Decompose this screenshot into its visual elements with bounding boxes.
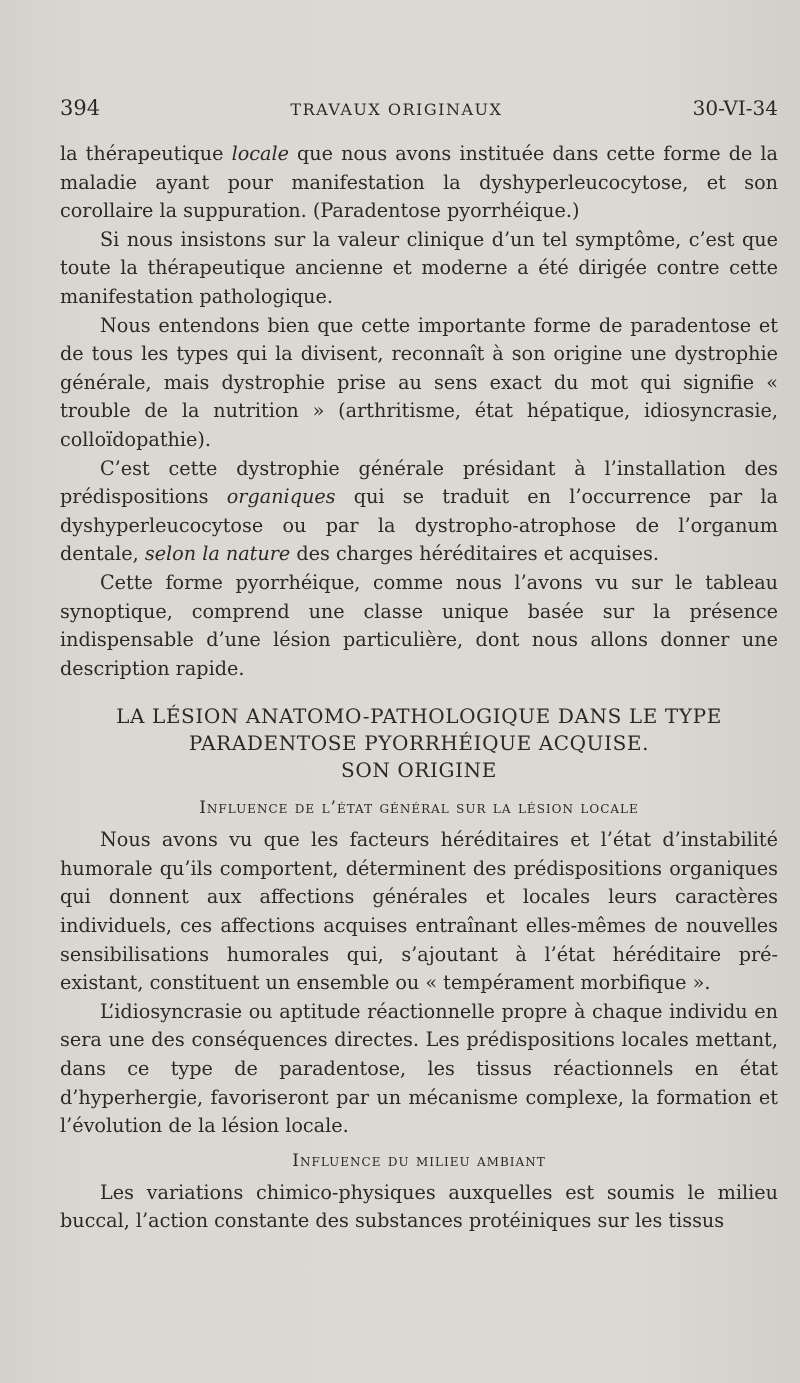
page-number: 394 [60,96,101,120]
running-title: TRAVAUX ORIGINAUX [290,100,503,119]
issue-date: 30-VI-34 [692,96,778,120]
section-heading-line-1: LA LÉSION ANATOMO-PATHOLOGIQUE DANS LE TYPE [116,704,722,729]
paragraph-4: C’est cette dystrophie générale présidant à l’installation des prédispositions organiques qui se traduit en l’occurrence par la dyshyperleucocytose ou par la dystropho-atrophose de l’organum dentale, selon la nature des charges héréditaires et acquises. [60,456,778,566]
section-heading [60,703,778,784]
body-text [60,140,778,1236]
paragraph-1: la thérapeutique locale que nous avons instituée dans cette forme de la maladie ayant pour manifestation la dyshyperleucocytose, et son corollaire la suppuration. (Paradentose pyorrhéique.) [60,142,778,223]
paragraph-3: Nous entendons bien que cette importante forme de paradentose et de tous les types qui la divisent, reconnaît à son origine une dystrophie générale, mais dystrophie prise au sens exact du mot qui signifie « trouble de la nutrition » (arthritisme, état hépatique, idiosyncrasie, colloïdopathie). [60,313,778,451]
paragraph-7: L’idiosyncrasie ou aptitude réactionnelle propre à chaque individu en sera une des conséquences directes. Les prédispositions locales mettant, dans ce type de paradentose, les tissus réactionnels en état d’hyperhergie, favoriseront par un mécanisme complexe, la formation et l’évolution de la lésion locale. [60,999,778,1138]
paragraph-8: Les variations chimico-physiques auxquelles est soumis le milieu buccal, l’action constante des substances protéiniques sur les tissus [60,1180,778,1233]
section-heading-line-2: PARADENTOSE PYORRHÉIQUE ACQUISE. [188,731,650,756]
paragraph-5: Cette forme pyorrhéique, comme nous l’avons vu sur le tableau synoptique, comprend une classe unique basée sur la présence indispensable d’une lésion particulière, dont nous allons donner une description rapide. [60,570,778,680]
subheading-ambient-milieu: Influence du milieu ambiant [292,1150,546,1171]
running-head [60,96,778,136]
paragraph-2: Si nous insistons sur la valeur clinique d’un tel symptôme, c’est que toute la thérapeutique ancienne et moderne a été dirigée contre cette manifestation pathologique. [60,227,778,308]
section-heading-line-3: SON ORIGINE [341,758,497,783]
paragraph-6: Nous avons vu que les facteurs héréditaires et l’état d’instabilité humorale qu’ils comportent, déterminent des prédispositions organiques qui donnent aux affections générales et locales leurs caractères individuels, ces affections acquises entraînant elles-mêmes de nouvelles sensibilisations humorales qui, s’ajoutant à l’état héréditaire pré-existant, constituent un ensemble ou « tempérament morbifique ». [60,828,778,995]
subheading-general-state: Influence de l’état général sur la lésion locale [199,798,639,819]
